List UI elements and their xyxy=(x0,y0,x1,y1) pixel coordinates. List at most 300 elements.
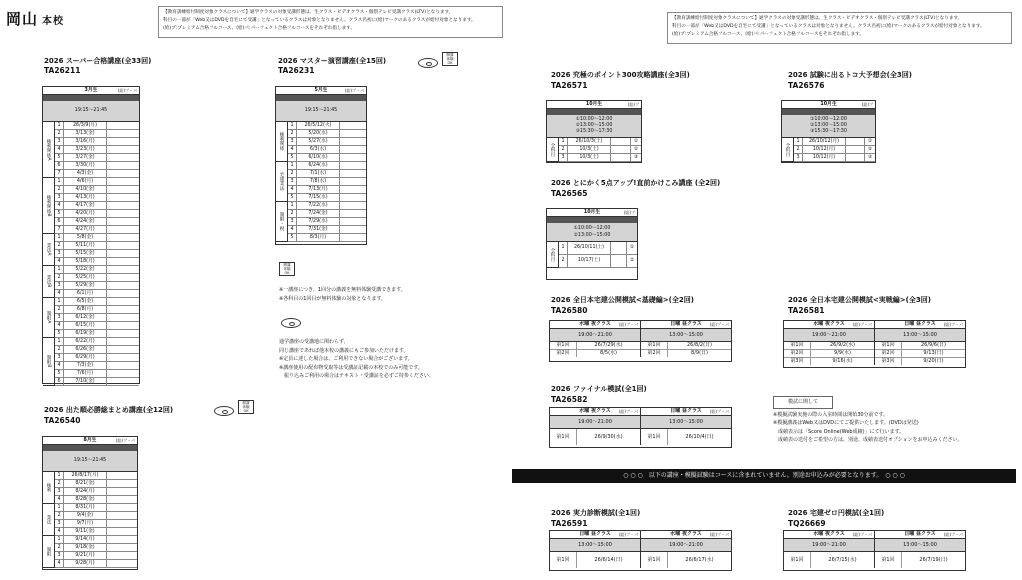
row-cell xyxy=(340,226,366,233)
mock-row xyxy=(550,342,640,350)
class-name: 水曜 夜クラス xyxy=(813,531,845,537)
row-number: 4 xyxy=(288,186,297,193)
row-date: 10/3(土) xyxy=(568,154,611,161)
row-cell xyxy=(107,488,137,495)
row-number: 1 xyxy=(55,472,64,479)
mock-row xyxy=(784,350,874,358)
row-cell xyxy=(107,560,137,567)
row-number: 2 xyxy=(288,210,297,217)
session-index: ② xyxy=(864,146,875,153)
row-date: 6/24(水) xyxy=(297,162,340,169)
row-cell xyxy=(340,154,366,161)
row-date: 6/8(月) xyxy=(64,306,107,313)
table-row xyxy=(55,536,137,544)
row-date: 8/24(月) xyxy=(64,488,107,495)
disc-icon xyxy=(214,406,234,416)
row-number: 4 xyxy=(55,496,64,503)
mock-round: 第1回 xyxy=(550,429,577,445)
table-row xyxy=(55,520,137,528)
eligibility-note: (給)プ・パ xyxy=(709,532,729,537)
row-cell xyxy=(107,234,139,241)
table-row xyxy=(288,210,366,218)
row-date: 4/3(金) xyxy=(64,170,107,177)
row-cell xyxy=(107,130,139,137)
course5-title: 2026 試験に出るトコ大予想会(全3回) xyxy=(788,71,912,79)
mock-row xyxy=(875,358,965,365)
eligibility-note: (給)プ・パ xyxy=(618,409,638,414)
mock-row xyxy=(641,429,731,445)
table-row xyxy=(288,162,366,170)
row-number: 5 xyxy=(288,234,297,241)
row-date: 7/6(月) xyxy=(64,370,107,377)
class-time: 19:00〜21:00 xyxy=(784,539,874,552)
trial-notes: ※一講座につき、1回分の講義を無料体験受講できます。 ※各科目の1回目が無料体験の対象となります。 xyxy=(279,287,406,302)
row-cell xyxy=(107,544,137,551)
table-row xyxy=(55,346,139,354)
table-row xyxy=(55,274,139,282)
subject-group-label: 業法A xyxy=(43,234,55,266)
row-date: 26/3/9(月) xyxy=(64,122,107,129)
mock-date: 26/7/15(水) xyxy=(828,557,857,563)
class-time: 19:00〜21:00 xyxy=(784,329,874,342)
row-cell xyxy=(107,274,139,281)
row-cell xyxy=(340,194,366,201)
row-number: 2 xyxy=(55,274,64,281)
class-name: 日曜 昼クラス xyxy=(904,321,936,327)
table-row xyxy=(55,250,139,258)
mock2-code: TA26581 xyxy=(788,306,825,315)
row-number: 1 xyxy=(55,266,64,273)
mock-class-column xyxy=(640,531,731,568)
row-number: 4 xyxy=(55,528,64,535)
row-cell xyxy=(107,146,139,153)
class-header xyxy=(784,531,874,539)
trial-ok-badge-legend: 開講 体験 OK xyxy=(279,262,295,276)
row-date: 7/8(水) xyxy=(297,178,340,185)
row-date: 9/11(金) xyxy=(64,528,107,535)
row-date: 8/28(金) xyxy=(64,496,107,503)
table-row xyxy=(55,378,139,386)
row-cell xyxy=(611,154,630,161)
table-row xyxy=(55,314,139,322)
subject-group-label: 宅建業法 xyxy=(276,162,288,202)
eligibility-note: (給)プ・パ xyxy=(943,532,963,537)
mock5-table xyxy=(783,530,966,571)
mock-columns xyxy=(550,321,731,357)
mock-date: 9/16(水) xyxy=(832,358,853,364)
eligibility-note: (給)プ・パ xyxy=(618,322,638,327)
row-cell xyxy=(846,146,864,153)
table-row xyxy=(55,266,139,274)
mock-row xyxy=(875,552,965,568)
table-row xyxy=(55,528,137,536)
class-header xyxy=(550,321,640,329)
mock-date: 26/7/29(水) xyxy=(594,342,623,348)
row-date: 5/22(金) xyxy=(64,266,107,273)
row-date: 6/26(金) xyxy=(64,346,107,353)
mock-row xyxy=(641,350,731,357)
course1-code: TA26211 xyxy=(44,66,81,75)
mock-row xyxy=(641,342,731,350)
mock-row xyxy=(784,358,874,365)
mock-row xyxy=(784,342,874,350)
course5-code: TA26576 xyxy=(788,81,825,90)
mock-round: 第1回 xyxy=(550,342,577,349)
table-row xyxy=(55,242,139,250)
table-row xyxy=(288,130,366,138)
notice-box-right: 【教育訓練給付制度対象クラスについて】通学クラスの対象受講形態は、生クラス・ビデオクラス・個別テレビ受講クラス(LTV)となります。 科目の一部が「Web又はDVDを自宅にて受講」となっているクラスは対象となりません。クラス名初に(給)マークのあるクラスが給付対象となります。 (給)プ:プレミアム合格フルコース、(給)パ:パーフェクト合格フルコースをそれぞれ指します。 xyxy=(667,12,1012,44)
mock-round: 第3回 xyxy=(875,358,902,365)
row-number: 3 xyxy=(55,552,64,559)
row-cell xyxy=(340,234,366,241)
class-time: 13:00〜15:00 xyxy=(875,539,965,552)
month-header: 3月生 (給)プ・パ xyxy=(43,87,139,95)
row-number: 5 xyxy=(55,154,64,161)
row-date: 3/13(金) xyxy=(64,130,107,137)
mock-info-label: 模試に関して xyxy=(773,396,833,409)
eligibility-note: (給)プ・パ xyxy=(709,409,729,414)
row-date: 26/10/3(土) xyxy=(568,138,611,145)
row-number: 2 xyxy=(55,512,64,519)
row-cell xyxy=(107,528,137,535)
row-cell xyxy=(107,362,139,369)
row-date: 10/12(月) xyxy=(803,146,846,153)
eligibility-note: (給)プ・パ xyxy=(709,322,729,327)
row-number: 1 xyxy=(55,338,64,345)
row-cell xyxy=(107,162,139,169)
mock-round: 第3回 xyxy=(784,358,811,365)
row-date: 9/18(金) xyxy=(64,544,107,551)
row-cell xyxy=(107,138,139,145)
class-name: 日曜 昼クラス xyxy=(904,531,936,537)
row-cell xyxy=(107,186,139,193)
table-row xyxy=(55,330,139,338)
course4-title: 2026 究極のポイント300攻略講座(全3回) xyxy=(551,71,690,79)
row-cell xyxy=(107,170,139,177)
mock-class-column xyxy=(784,321,874,365)
course1-title: 2026 スーパー合格講座(全33回) xyxy=(44,57,152,65)
row-number: 6 xyxy=(55,378,64,385)
table-row xyxy=(288,146,366,154)
row-date: 5/15(金) xyxy=(64,250,107,257)
table-row xyxy=(55,170,139,178)
row-cell xyxy=(340,210,366,217)
row-number: 3 xyxy=(55,282,64,289)
row-cell xyxy=(107,472,137,479)
row-date: 6/3(水) xyxy=(297,146,340,153)
row-number: 4 xyxy=(55,146,64,153)
mock1-code: TA26580 xyxy=(551,306,588,315)
row-number: 4 xyxy=(55,362,64,369)
table-row xyxy=(55,480,137,488)
table-row xyxy=(55,544,137,552)
row-date: 4/13(月) xyxy=(64,194,107,201)
row-date: 26/8/17(月) xyxy=(64,472,107,479)
time-header: 19:15〜21:45 xyxy=(276,101,366,122)
row-date: 7/15(水) xyxy=(297,194,340,201)
row-date: 5/27(水) xyxy=(297,138,340,145)
month-header: 5月生 (給)プ・パ xyxy=(276,87,366,95)
table-row xyxy=(559,255,637,268)
subject-group-label: 制限A xyxy=(43,298,55,338)
table-row xyxy=(288,154,366,162)
mock-row xyxy=(550,552,640,568)
row-cell xyxy=(340,202,366,209)
mock-round: 第1回 xyxy=(875,342,902,349)
row-number: 7 xyxy=(55,170,64,177)
month-header: 8月生 (給)プ・パ xyxy=(43,437,137,445)
table-row xyxy=(559,154,641,162)
row-cell xyxy=(107,480,137,487)
row-cell xyxy=(611,138,630,145)
mock-date: 26/6/17(水) xyxy=(685,557,714,563)
row-number: 3 xyxy=(55,354,64,361)
row-cell xyxy=(107,290,139,297)
class-name: 日曜 昼クラス xyxy=(670,321,702,327)
row-cell xyxy=(107,346,139,353)
row-number: 3 xyxy=(55,138,64,145)
row-number: 5 xyxy=(55,330,64,337)
session-index: ③ xyxy=(864,154,875,161)
row-date: 6/1(月) xyxy=(64,290,107,297)
table-row xyxy=(55,338,139,346)
row-cell xyxy=(846,154,864,161)
time-header: 19:15〜21:45 xyxy=(43,451,137,472)
row-cell xyxy=(107,354,139,361)
course3-schedule-table xyxy=(42,436,138,570)
row-cell xyxy=(340,218,366,225)
row-number: 5 xyxy=(55,210,64,217)
table-row xyxy=(55,226,139,234)
row-date: 9/7(月) xyxy=(64,520,107,527)
table-row xyxy=(288,170,366,178)
row-cell xyxy=(107,370,139,377)
row-number: 3 xyxy=(55,488,64,495)
row-number: 4 xyxy=(288,226,297,233)
row-date: 3/27(金) xyxy=(64,154,107,161)
mock-round: 第2回 xyxy=(550,350,577,357)
row-number: 3 xyxy=(55,250,64,257)
mock-round: 第1回 xyxy=(550,552,577,568)
row-date: 7/22(水) xyxy=(297,202,340,209)
class-header xyxy=(641,321,731,329)
row-date: 7/24(金) xyxy=(297,210,340,217)
row-number: 2 xyxy=(794,146,803,153)
session-index: ① xyxy=(630,138,641,145)
row-date: 26/5/12(火) xyxy=(297,122,340,129)
subject-group-label: 業法 xyxy=(43,504,55,536)
row-cell xyxy=(340,146,366,153)
row-number: 3 xyxy=(559,154,568,161)
eligibility-note: (給)プ・パ xyxy=(618,532,638,537)
row-number: 5 xyxy=(55,370,64,377)
table-row xyxy=(55,290,139,298)
table-row xyxy=(288,138,366,146)
mock2-title: 2026 全日本宅建公開模試<実戦編>(全3回) xyxy=(788,296,931,304)
mock-columns xyxy=(784,321,965,365)
row-number: 3 xyxy=(55,194,64,201)
class-header xyxy=(641,408,731,416)
row-number: 6 xyxy=(55,218,64,225)
row-cell xyxy=(107,266,139,273)
row-number: 3 xyxy=(55,520,64,527)
row-date: 6/15(月) xyxy=(64,322,107,329)
mock-round: 第2回 xyxy=(784,350,811,357)
row-date: 9/21(月) xyxy=(64,552,107,559)
row-number: 2 xyxy=(55,186,64,193)
table-row xyxy=(55,472,137,480)
mock-date: 26/9/30(水) xyxy=(594,434,623,440)
mock-date: 9/13(日) xyxy=(923,350,944,356)
course6-schedule-table: 10月生 (給)プ ①10:00〜12:00 ②13:00〜15:00 1 26/10/11(土) ① 2 10/17(土) ② 全科目 xyxy=(546,208,638,280)
mock-info: 模試に関して ※模擬試験実施の際の入室時間は開始30分前です。 ※模擬講義はWeb又はDVDにてご提供いたします。(DVDは発送) 成績表示は「Score Online(Web成績)」にて行います。 成績表の送付をご希望の方は、別途、成績表送付オプションをお申込みください。 xyxy=(773,396,963,445)
table-row xyxy=(559,146,641,154)
table-row xyxy=(55,354,139,362)
row-number: 1 xyxy=(794,138,803,145)
table-row xyxy=(288,234,366,242)
row-date: 6/19(金) xyxy=(64,330,107,337)
mock-class-column xyxy=(874,321,965,365)
time-header: 19:15〜21:45 xyxy=(43,101,139,122)
row-date: 9/4(金) xyxy=(64,512,107,519)
class-time: 19:00〜21:00 xyxy=(641,539,731,552)
row-cell xyxy=(107,250,139,257)
table-row xyxy=(55,194,139,202)
row-cell xyxy=(107,306,139,313)
row-date: 7/1(水) xyxy=(297,170,340,177)
row-date: 6/29(月) xyxy=(64,354,107,361)
mock-round: 第1回 xyxy=(641,342,668,349)
subject-group-label: 権利関係A xyxy=(43,122,55,178)
table-row xyxy=(794,154,875,162)
mock-class-column xyxy=(784,531,874,568)
row-number: 3 xyxy=(288,218,297,225)
mock-columns xyxy=(784,531,965,568)
row-number: 1 xyxy=(559,242,568,254)
table-row xyxy=(288,226,366,234)
class-time: 13:00〜15:00 xyxy=(641,329,731,342)
course3-rows xyxy=(43,472,137,568)
mock-class-column xyxy=(550,321,640,357)
row-number: 2 xyxy=(55,346,64,353)
subject-group-label: 権利 xyxy=(43,472,55,504)
session-index: ② xyxy=(630,146,641,153)
session-index: ① xyxy=(626,242,637,254)
row-number: 3 xyxy=(288,138,297,145)
table-row xyxy=(288,178,366,186)
table-row xyxy=(55,122,139,130)
table-row xyxy=(559,138,641,146)
row-date: 6/5(金) xyxy=(64,298,107,305)
table-row xyxy=(288,122,366,130)
mock-round: 第1回 xyxy=(875,552,902,568)
mock-round: 第1回 xyxy=(784,342,811,349)
row-cell xyxy=(846,138,864,145)
table-row xyxy=(55,138,139,146)
mock5-code: TQ26669 xyxy=(788,519,826,528)
row-cell xyxy=(340,186,366,193)
mock4-title: 2026 実力診断模試(全1回) xyxy=(551,509,641,517)
class-name: 水曜 夜クラス xyxy=(579,321,611,327)
row-date: 4/10(金) xyxy=(64,186,107,193)
course3-code: TA26540 xyxy=(44,416,81,425)
row-date: 4/24(金) xyxy=(64,218,107,225)
row-cell xyxy=(107,202,139,209)
mock-columns xyxy=(550,531,731,568)
row-date: 6/10(水) xyxy=(297,154,340,161)
table-row xyxy=(55,162,139,170)
mock-date: 8/9(日) xyxy=(691,350,708,356)
row-date: 9/14(月) xyxy=(64,536,107,543)
row-cell xyxy=(107,314,139,321)
mock1-table xyxy=(549,320,732,362)
mock-date: 26/9/2(水) xyxy=(830,342,855,348)
class-header xyxy=(784,321,874,329)
row-date: 3/16(月) xyxy=(64,138,107,145)
row-cell xyxy=(107,536,137,543)
table-row xyxy=(55,298,139,306)
mock-round: 第2回 xyxy=(641,350,668,357)
mock-class-column xyxy=(640,321,731,357)
mock2-table xyxy=(783,320,966,368)
eligibility-note: (給)プ・パ xyxy=(943,322,963,327)
class-time: 13:00〜15:00 xyxy=(550,539,640,552)
table-row xyxy=(55,210,139,218)
trial-ok-badge: 開講 体験 OK xyxy=(442,52,458,66)
row-number: 1 xyxy=(288,162,297,169)
row-date: 7/31(金) xyxy=(297,226,340,233)
row-cell xyxy=(107,298,139,305)
mock-row xyxy=(875,342,965,350)
row-cell xyxy=(107,194,139,201)
disc-icon-legend xyxy=(281,318,301,328)
row-cell xyxy=(107,178,139,185)
row-number: 3 xyxy=(794,154,803,161)
row-cell xyxy=(107,258,139,265)
mock-date: 8/5(水) xyxy=(600,350,617,356)
row-date: 3/30(月) xyxy=(64,162,107,169)
class-name: 日曜 昼クラス xyxy=(670,408,702,414)
table-row xyxy=(55,258,139,266)
session-index: ② xyxy=(626,255,637,267)
eligibility-note: (給)プ・パ xyxy=(852,532,872,537)
row-cell xyxy=(611,146,630,153)
mock-columns xyxy=(550,408,731,445)
row-date: 10/12(月) xyxy=(803,154,846,161)
course6-code: TA26565 xyxy=(551,189,588,198)
table-row xyxy=(55,186,139,194)
mock-date: 26/8/2(日) xyxy=(687,342,712,348)
row-cell xyxy=(340,122,366,129)
class-name: 水曜 夜クラス xyxy=(670,531,702,537)
row-number: 4 xyxy=(55,202,64,209)
row-cell xyxy=(611,242,626,254)
row-number: 1 xyxy=(288,122,297,129)
row-date: 10/3(土) xyxy=(568,146,611,153)
mock3-code: TA26582 xyxy=(551,395,588,404)
table-row xyxy=(55,370,139,378)
row-date: 5/25(月) xyxy=(64,274,107,281)
mock-date: 9/20(日) xyxy=(923,358,944,364)
row-cell xyxy=(107,282,139,289)
table-row xyxy=(288,202,366,210)
table-row xyxy=(55,234,139,242)
row-cell xyxy=(107,218,139,225)
notice-banner: ○ ○ ○ 以下の講座・模擬試験はコースに含まれていません。別途お申込みが必要となります。 ○ ○ ○ xyxy=(512,469,1016,483)
course5-schedule-table: 10月生 (給)プ ①10:00〜12:00 ②13:00〜15:00 ③15:30〜17:30 1 26/10/12(月) ① 2 10/12(月) ② 3 10/12(月) ③ 全科目 xyxy=(781,100,876,163)
mock5-title: 2026 宅建ゼロ円模試(全1回) xyxy=(788,509,885,517)
row-cell xyxy=(107,552,137,559)
